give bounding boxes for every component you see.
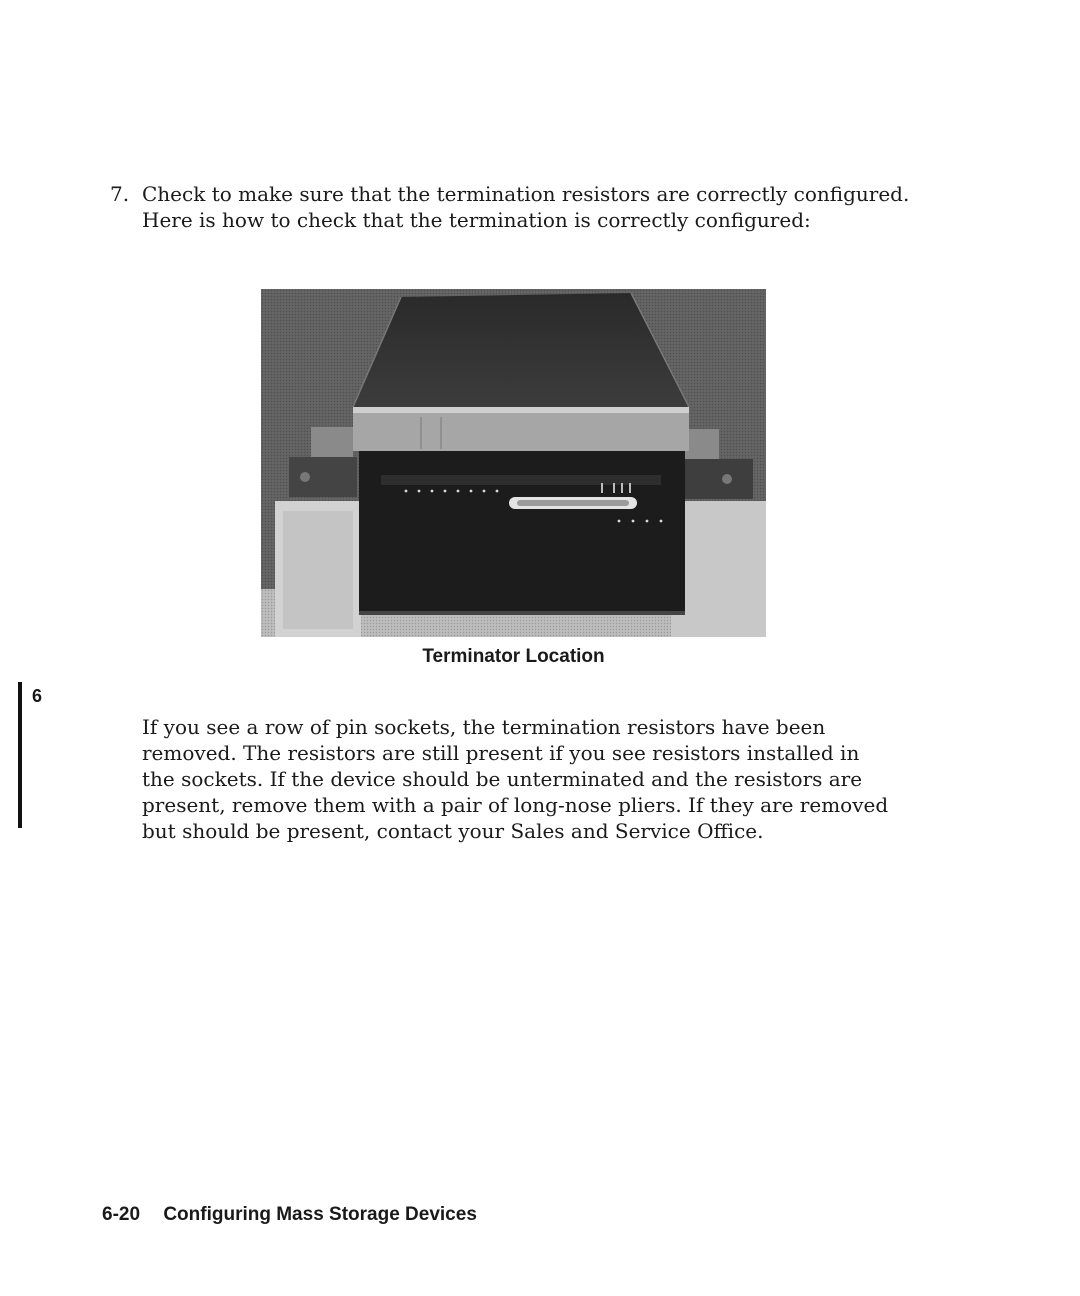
terminator-photo [261,289,766,637]
body-line: removed. The resistors are still present if you see resistors installed in [142,741,860,765]
footer-title: Configuring Mass Storage Devices [163,1204,477,1225]
step-text [142,181,910,233]
page-footer [102,1204,477,1226]
step-line: Check to make sure that the termination resistors are correctly configured. [142,182,910,206]
step-number: 7. [110,182,130,206]
step-7 [110,181,910,233]
body-line: the sockets. If the device should be unterminated and the resistors are [142,767,863,791]
chapter-tab-bar [18,682,22,828]
chapter-tab-number: 6 [32,686,43,706]
step-line: Here is how to check that the termination is correctly configured: [142,208,811,232]
body-line: present, remove them with a pair of long-nose pliers. If they are removed [142,793,889,817]
page-number: 6-20 [102,1204,141,1225]
body-line: but should be present, contact your Sales and Service Office. [142,819,764,843]
body-paragraph [142,714,889,844]
figure-caption: Terminator Location [422,646,605,667]
body-line: If you see a row of pin sockets, the termination resistors have been [142,715,826,739]
